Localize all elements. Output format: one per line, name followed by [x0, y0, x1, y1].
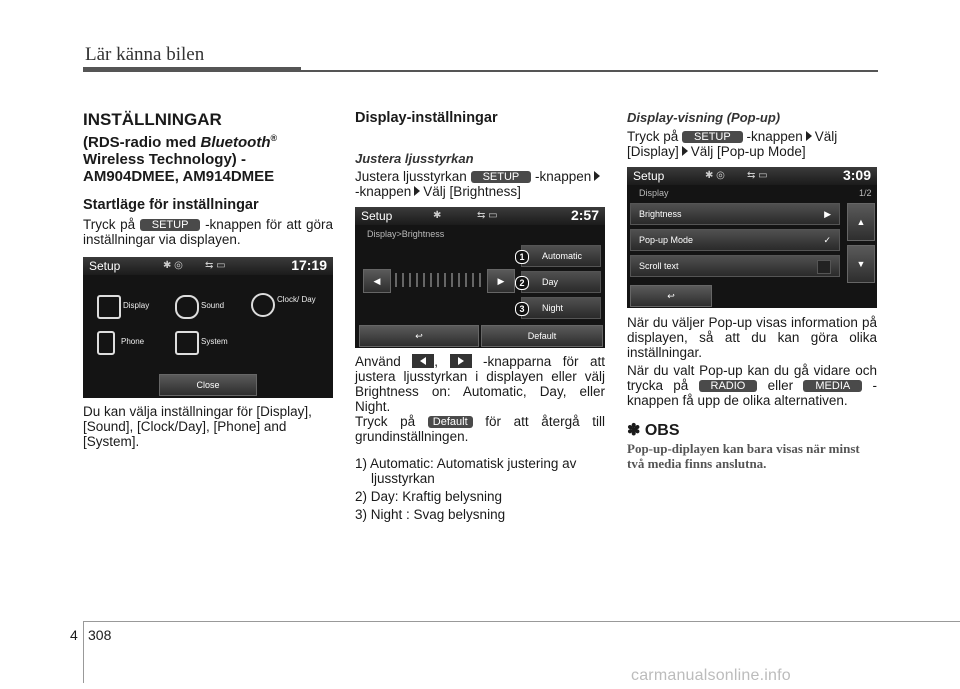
chapter-title: Lär känna bilen — [85, 44, 205, 65]
option-automatic[interactable]: Automatic — [521, 245, 601, 267]
default-key-badge: Default — [428, 416, 473, 428]
bluetooth-icon: ✱ ◎ — [163, 260, 183, 271]
default-paragraph: Tryck på Default för att återgå till grundinställningen. — [355, 414, 605, 444]
setup-screen: Setup ✱ ◎ ⇆ ▭ 17:19 Display Sound Clock/ Day Phone System Close — [83, 257, 333, 398]
scroll-down-button[interactable]: ▼ — [847, 245, 875, 283]
setup-options-paragraph: Du kan välja inställningar för [Display], [Sound], [Clock/Day], [Phone] and [System]. — [83, 404, 312, 449]
scroll-up-button[interactable]: ▲ — [847, 203, 875, 241]
status-bar: Setup ✱ ◎ ⇆ ▭ 17:19 — [83, 257, 333, 275]
arrow-right-icon — [594, 171, 600, 181]
arrow-right-icon — [682, 146, 688, 156]
row-brightness[interactable]: Brightness ▶ — [630, 203, 840, 225]
arrow-right-icon — [414, 186, 420, 196]
brightness-slider[interactable] — [395, 273, 483, 287]
phone-icon[interactable] — [97, 331, 115, 355]
usb-icon: ⇆ ▭ — [477, 210, 498, 221]
left-arrow-key-icon — [412, 354, 434, 368]
model-subtitle: (RDS-radio med Bluetooth® Wireless Technology) - AM904DMEE, AM914DMEE — [83, 133, 278, 185]
media-key-badge: MEDIA — [803, 380, 862, 392]
brightness-screen — [355, 207, 605, 348]
header-rule-dark — [83, 67, 301, 72]
setup-key-badge: SETUP — [682, 131, 743, 143]
brightness-steps: Justera ljusstyrkan SETUP -knappen -knappen Välj [Brightness] — [355, 169, 605, 199]
subsection-popup: Display-visning (Pop-up) — [627, 110, 781, 125]
setup-key-badge: SETUP — [471, 171, 532, 183]
popup-info-paragraph: När du väljer Pop-up visas information på displayen, så att du kan göra olika inställningar. — [627, 315, 877, 360]
usb-icon: ⇆ ▭ — [205, 260, 226, 271]
callout-3: 3 — [515, 302, 529, 316]
note-text: Pop-up-diplayen kan bara visas när minst två media finns anslutna. — [627, 441, 860, 471]
bluetooth-icon: ✱ ◎ — [705, 170, 725, 181]
popup-screen — [627, 167, 877, 308]
display-icon[interactable] — [97, 295, 121, 319]
chevron-right-icon: ▶ — [824, 209, 831, 219]
watermark: carmanualsonline.info — [631, 667, 791, 684]
column-1 — [83, 110, 333, 247]
row-scroll-text[interactable]: Scroll text — [630, 255, 840, 277]
row-popup-mode[interactable]: Pop-up Mode ✓ — [630, 229, 840, 251]
decrease-brightness-button[interactable]: ◀ — [363, 269, 391, 293]
page-indicator: 1/2 — [859, 188, 872, 198]
column-1-bottom — [83, 404, 333, 449]
check-icon: ✓ — [823, 235, 831, 245]
screen-heading: Display — [639, 188, 669, 198]
breadcrumb: Display>Brightness — [367, 229, 445, 239]
option-night[interactable]: Night — [521, 297, 601, 319]
status-bar: Setup ✱ ◎ ⇆ ▭ 3:09 — [627, 167, 877, 185]
section-heading-setup-mode: Startläge för inställningar — [83, 197, 259, 213]
arrow-buttons-paragraph: Använd , -knapparna för att justera ljusstyrkan i displayen eller välj Brightness on: Automatic, Day, eller Night. — [355, 354, 605, 414]
setup-key-badge: SETUP — [140, 219, 201, 231]
close-button[interactable]: Close — [159, 374, 257, 396]
column-2-bottom — [355, 354, 605, 522]
column-3 — [627, 110, 877, 159]
status-bar: Setup ✱ ⇆ ▭ 2:57 — [355, 207, 605, 225]
right-arrow-key-icon — [450, 354, 472, 368]
column-2 — [355, 110, 605, 199]
default-button[interactable]: Default — [481, 325, 603, 347]
footer-rule — [83, 621, 960, 622]
setup-paragraph: Tryck på SETUP -knappen för att göra inställningar via displayen. — [83, 217, 333, 247]
increase-brightness-button[interactable]: ▶ — [487, 269, 515, 293]
list-item-night: 3) Night : Svag belysning — [355, 507, 506, 522]
chapter-number: 4 — [70, 627, 78, 643]
section-heading-display: Display-inställningar — [355, 110, 498, 126]
popup-media-paragraph: När du valt Pop-up kan du gå vidare och trycka på RADIO eller MEDIA -knappen få upp de olika alternativen. — [627, 363, 877, 408]
checkbox-icon — [817, 260, 831, 274]
sound-icon[interactable] — [175, 295, 199, 319]
clock-icon[interactable] — [251, 293, 275, 317]
main-heading: INSTÄLLNINGAR — [83, 110, 222, 129]
radio-key-badge: RADIO — [699, 380, 758, 392]
subsection-brightness: Justera ljusstyrkan — [355, 151, 474, 166]
footer-tick — [83, 621, 84, 683]
note-heading: ✽ OBS — [627, 422, 680, 439]
option-day[interactable]: Day — [521, 271, 601, 293]
column-3-bottom — [627, 315, 877, 471]
popup-steps: Tryck på SETUP -knappen Välj [Display] Välj [Pop-up Mode] — [627, 129, 838, 159]
system-icon[interactable] — [175, 331, 199, 355]
usb-icon: ⇆ ▭ — [747, 170, 768, 181]
bluetooth-icon: ✱ — [433, 210, 442, 221]
callout-1: 1 — [515, 250, 529, 264]
callout-2: 2 — [515, 276, 529, 290]
page-number: 308 — [88, 627, 112, 643]
back-button[interactable]: ↩ — [359, 325, 479, 347]
back-button[interactable]: ↩ — [630, 285, 712, 307]
list-item-day: 2) Day: Kraftig belysning — [355, 489, 503, 504]
list-item-automatic: 1) Automatic: Automatisk justering av ljusstyrkan — [355, 456, 577, 486]
header-rule-thin — [301, 70, 878, 72]
arrow-right-icon — [806, 131, 812, 141]
